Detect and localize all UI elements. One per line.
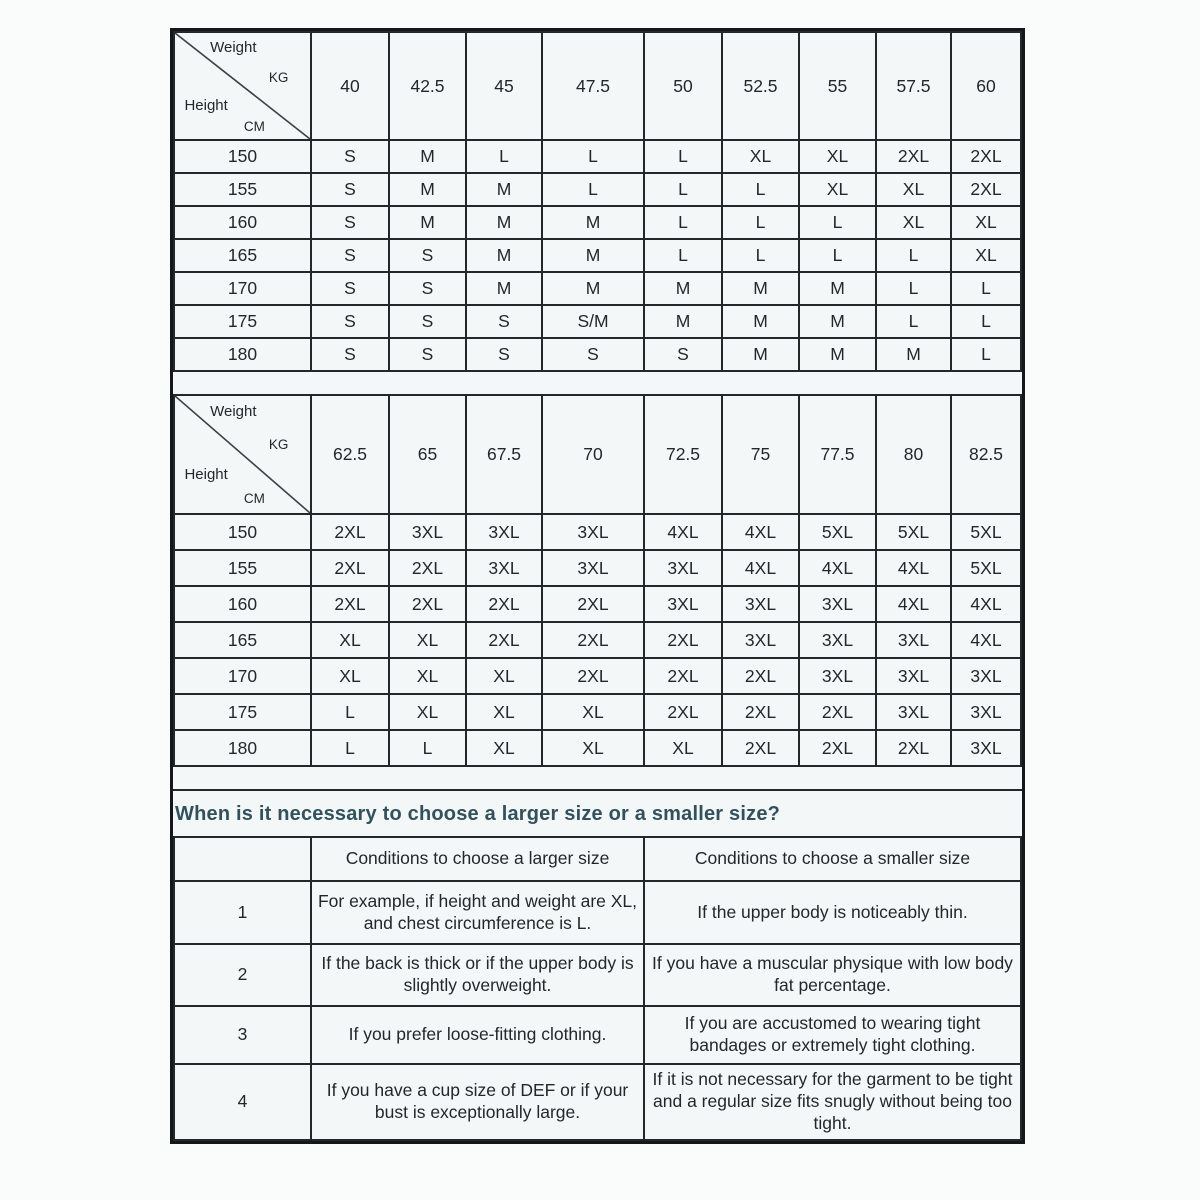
size-cell: 2XL xyxy=(951,140,1021,173)
size-cell: XL xyxy=(466,658,542,694)
table-spacer xyxy=(173,372,1022,394)
size-cell: 4XL xyxy=(951,622,1021,658)
size-cell: 3XL xyxy=(389,514,466,550)
qa-larger-condition-cell: If you prefer loose-fitting clothing. xyxy=(311,1006,644,1064)
size-cell: 2XL xyxy=(644,694,722,730)
size-cell: 3XL xyxy=(876,658,951,694)
weight-header-cell: 40 xyxy=(311,32,389,140)
weight-header-cell: 60 xyxy=(951,32,1021,140)
size-cell: L xyxy=(951,338,1021,371)
size-cell: 2XL xyxy=(542,658,644,694)
weight-header-cell: 62.5 xyxy=(311,395,389,514)
size-cell: M xyxy=(389,206,466,239)
size-cell: XL xyxy=(466,694,542,730)
size-cell: 4XL xyxy=(951,586,1021,622)
size-cell: 4XL xyxy=(799,550,876,586)
size-cell: S xyxy=(311,338,389,371)
size-cell: S xyxy=(389,272,466,305)
size-cell: 3XL xyxy=(876,622,951,658)
size-cell: 2XL xyxy=(951,173,1021,206)
size-cell: L xyxy=(722,239,799,272)
size-cell: 2XL xyxy=(876,730,951,766)
height-cell: 160 xyxy=(174,206,311,239)
size-cell: L xyxy=(799,239,876,272)
size-cell: M xyxy=(466,239,542,272)
weight-header-cell: 50 xyxy=(644,32,722,140)
size-cell: L xyxy=(389,730,466,766)
size-cell: S xyxy=(389,305,466,338)
size-cell: 3XL xyxy=(951,658,1021,694)
size-cell: S xyxy=(542,338,644,371)
qa-larger-condition-cell: If the back is thick or if the upper body is slightly overweight. xyxy=(311,944,644,1006)
size-cell: XL xyxy=(389,694,466,730)
size-cell: S xyxy=(311,173,389,206)
size-cell: M xyxy=(722,272,799,305)
size-row xyxy=(174,239,1021,272)
height-cell: 150 xyxy=(174,514,311,550)
size-cell: S xyxy=(311,272,389,305)
size-cell: 2XL xyxy=(311,550,389,586)
size-row xyxy=(174,586,1021,622)
size-cell: 3XL xyxy=(799,622,876,658)
size-table-1 xyxy=(173,31,1022,372)
size-cell: 2XL xyxy=(799,694,876,730)
height-cell: 155 xyxy=(174,550,311,586)
size-cell: 4XL xyxy=(876,550,951,586)
size-cell: L xyxy=(876,305,951,338)
weight-header-cell: 55 xyxy=(799,32,876,140)
size-row xyxy=(174,550,1021,586)
size-cell: 2XL xyxy=(389,550,466,586)
size-cell: S xyxy=(311,140,389,173)
size-cell: L xyxy=(542,173,644,206)
size-cell: M xyxy=(644,305,722,338)
height-cell: 160 xyxy=(174,586,311,622)
size-cell: 2XL xyxy=(799,730,876,766)
qa-heading: When is it necessary to choose a larger size or a smaller size? xyxy=(173,789,1022,836)
size-cell: S xyxy=(466,338,542,371)
size-cell: L xyxy=(644,239,722,272)
corner-height-label: Height xyxy=(184,466,228,484)
size-row xyxy=(174,305,1021,338)
height-cell: 175 xyxy=(174,305,311,338)
size-cell: M xyxy=(542,239,644,272)
height-cell: 175 xyxy=(174,694,311,730)
size-cell: XL xyxy=(311,658,389,694)
size-cell: M xyxy=(799,338,876,371)
size-cell: 3XL xyxy=(466,550,542,586)
size-cell: M xyxy=(389,173,466,206)
qa-row xyxy=(174,944,1021,1006)
corner-kg-label: KG xyxy=(268,437,289,453)
height-cell: 170 xyxy=(174,272,311,305)
qa-row-number: 4 xyxy=(174,1064,311,1140)
qa-smaller-condition-cell: If it is not necessary for the garment to be tight and a regular size fits snugly without being too tight. xyxy=(644,1064,1021,1140)
size-row xyxy=(174,272,1021,305)
size-cell: L xyxy=(722,206,799,239)
qa-row-number: 3 xyxy=(174,1006,311,1064)
size-cell: XL xyxy=(542,730,644,766)
size-cell: XL xyxy=(951,206,1021,239)
height-weight-corner-cell xyxy=(174,32,311,140)
size-cell: M xyxy=(466,173,542,206)
size-cell: L xyxy=(951,272,1021,305)
qa-row-number: 2 xyxy=(174,944,311,1006)
size-cell: L xyxy=(644,206,722,239)
size-cell: 3XL xyxy=(644,550,722,586)
size-cell: S xyxy=(389,239,466,272)
size-cell: L xyxy=(722,173,799,206)
size-cell: 2XL xyxy=(876,140,951,173)
size-cell: XL xyxy=(876,206,951,239)
corner-weight-label: Weight xyxy=(210,39,257,57)
size-cell: 4XL xyxy=(722,550,799,586)
size-cell: 2XL xyxy=(644,658,722,694)
weight-header-cell: 67.5 xyxy=(466,395,542,514)
height-cell: 170 xyxy=(174,658,311,694)
size-cell: XL xyxy=(542,694,644,730)
qa-row-number: 1 xyxy=(174,881,311,944)
size-cell: S xyxy=(311,305,389,338)
weight-header-cell: 45 xyxy=(466,32,542,140)
weight-header-cell: 47.5 xyxy=(542,32,644,140)
size-cell: M xyxy=(644,272,722,305)
size-cell: 2XL xyxy=(466,586,542,622)
size-row xyxy=(174,514,1021,550)
qa-larger-condition-cell: For example, if height and weight are XL, and chest circumference is L. xyxy=(311,881,644,944)
size-cell: L xyxy=(799,206,876,239)
size-row xyxy=(174,206,1021,239)
size-cell: L xyxy=(951,305,1021,338)
size-cell: 3XL xyxy=(466,514,542,550)
height-cell: 150 xyxy=(174,140,311,173)
size-cell: XL xyxy=(876,173,951,206)
size-cell: 3XL xyxy=(542,550,644,586)
corner-cm-label: CM xyxy=(243,118,265,134)
size-cell: 4XL xyxy=(644,514,722,550)
size-cell: 2XL xyxy=(311,586,389,622)
corner-height-label: Height xyxy=(184,96,228,114)
size-cell: XL xyxy=(466,730,542,766)
height-cell: 165 xyxy=(174,622,311,658)
size-cell: 2XL xyxy=(466,622,542,658)
size-cell: L xyxy=(466,140,542,173)
weight-header-cell: 80 xyxy=(876,395,951,514)
weight-header-cell: 82.5 xyxy=(951,395,1021,514)
size-cell: L xyxy=(311,730,389,766)
weight-header-cell: 77.5 xyxy=(799,395,876,514)
size-cell: XL xyxy=(311,622,389,658)
size-row xyxy=(174,338,1021,371)
size-cell: XL xyxy=(799,140,876,173)
weight-header-cell: 72.5 xyxy=(644,395,722,514)
size-cell: M xyxy=(542,272,644,305)
size-cell: M xyxy=(542,206,644,239)
size-cell: 4XL xyxy=(722,514,799,550)
qa-row xyxy=(174,1064,1021,1140)
size-cell: 2XL xyxy=(722,694,799,730)
size-cell: XL xyxy=(389,622,466,658)
size-cell: M xyxy=(799,272,876,305)
size-cell: M xyxy=(722,305,799,338)
size-cell: L xyxy=(542,140,644,173)
qa-larger-column-header: Conditions to choose a larger size xyxy=(311,837,644,881)
weight-header-row xyxy=(174,395,1021,514)
size-cell: 2XL xyxy=(542,622,644,658)
height-cell: 180 xyxy=(174,730,311,766)
size-cell: 3XL xyxy=(542,514,644,550)
size-cell: M xyxy=(466,272,542,305)
weight-header-cell: 42.5 xyxy=(389,32,466,140)
qa-corner-empty-cell xyxy=(174,837,311,881)
weight-header-cell: 70 xyxy=(542,395,644,514)
weight-header-cell: 65 xyxy=(389,395,466,514)
table-spacer xyxy=(173,767,1022,789)
weight-header-cell: 57.5 xyxy=(876,32,951,140)
size-cell: L xyxy=(644,173,722,206)
size-cell: M xyxy=(722,338,799,371)
height-weight-corner-cell xyxy=(174,395,311,514)
size-cell: M xyxy=(799,305,876,338)
size-cell: XL xyxy=(722,140,799,173)
size-cell: M xyxy=(876,338,951,371)
size-cell: 2XL xyxy=(542,586,644,622)
size-cell: 3XL xyxy=(799,658,876,694)
size-cell: XL xyxy=(644,730,722,766)
size-cell: M xyxy=(466,206,542,239)
weight-header-cell: 52.5 xyxy=(722,32,799,140)
size-cell: L xyxy=(644,140,722,173)
size-cell: 5XL xyxy=(951,514,1021,550)
size-cell: 3XL xyxy=(722,622,799,658)
size-cell: 2XL xyxy=(644,622,722,658)
size-cell: 3XL xyxy=(951,730,1021,766)
qa-smaller-condition-cell: If you are accustomed to wearing tight bandages or extremely tight clothing. xyxy=(644,1006,1021,1064)
size-cell: 4XL xyxy=(876,586,951,622)
size-cell: S/M xyxy=(542,305,644,338)
size-row xyxy=(174,173,1021,206)
weight-header-row xyxy=(174,32,1021,140)
qa-header-row xyxy=(174,837,1021,881)
size-cell: 2XL xyxy=(389,586,466,622)
size-row xyxy=(174,658,1021,694)
size-cell: 2XL xyxy=(722,658,799,694)
height-cell: 155 xyxy=(174,173,311,206)
size-cell: XL xyxy=(799,173,876,206)
size-cell: 3XL xyxy=(644,586,722,622)
size-cell: L xyxy=(876,272,951,305)
size-cell: XL xyxy=(389,658,466,694)
size-cell: S xyxy=(466,305,542,338)
size-row xyxy=(174,622,1021,658)
size-advice-table xyxy=(173,836,1022,1141)
size-cell: XL xyxy=(951,239,1021,272)
qa-smaller-condition-cell: If the upper body is noticeably thin. xyxy=(644,881,1021,944)
size-cell: L xyxy=(876,239,951,272)
size-table-2 xyxy=(173,394,1022,767)
corner-weight-label: Weight xyxy=(210,403,257,421)
size-row xyxy=(174,140,1021,173)
qa-larger-condition-cell: If you have a cup size of DEF or if your bust is exceptionally large. xyxy=(311,1064,644,1140)
size-cell: 5XL xyxy=(799,514,876,550)
size-cell: M xyxy=(389,140,466,173)
weight-header-cell: 75 xyxy=(722,395,799,514)
size-cell: S xyxy=(644,338,722,371)
size-cell: 2XL xyxy=(722,730,799,766)
size-cell: S xyxy=(311,206,389,239)
size-cell: 2XL xyxy=(311,514,389,550)
qa-smaller-condition-cell: If you have a muscular physique with low body fat percentage. xyxy=(644,944,1021,1006)
size-chart-sheet xyxy=(170,28,1025,1144)
qa-row xyxy=(174,1006,1021,1064)
size-row xyxy=(174,694,1021,730)
size-row xyxy=(174,730,1021,766)
size-cell: S xyxy=(311,239,389,272)
size-cell: 5XL xyxy=(951,550,1021,586)
qa-row xyxy=(174,881,1021,944)
qa-smaller-column-header: Conditions to choose a smaller size xyxy=(644,837,1021,881)
corner-cm-label: CM xyxy=(243,490,265,506)
size-cell: L xyxy=(311,694,389,730)
size-cell: 3XL xyxy=(799,586,876,622)
size-cell: 5XL xyxy=(876,514,951,550)
size-cell: 3XL xyxy=(951,694,1021,730)
corner-kg-label: KG xyxy=(268,70,289,86)
height-cell: 180 xyxy=(174,338,311,371)
size-cell: 3XL xyxy=(722,586,799,622)
size-cell: 3XL xyxy=(876,694,951,730)
height-cell: 165 xyxy=(174,239,311,272)
size-cell: S xyxy=(389,338,466,371)
